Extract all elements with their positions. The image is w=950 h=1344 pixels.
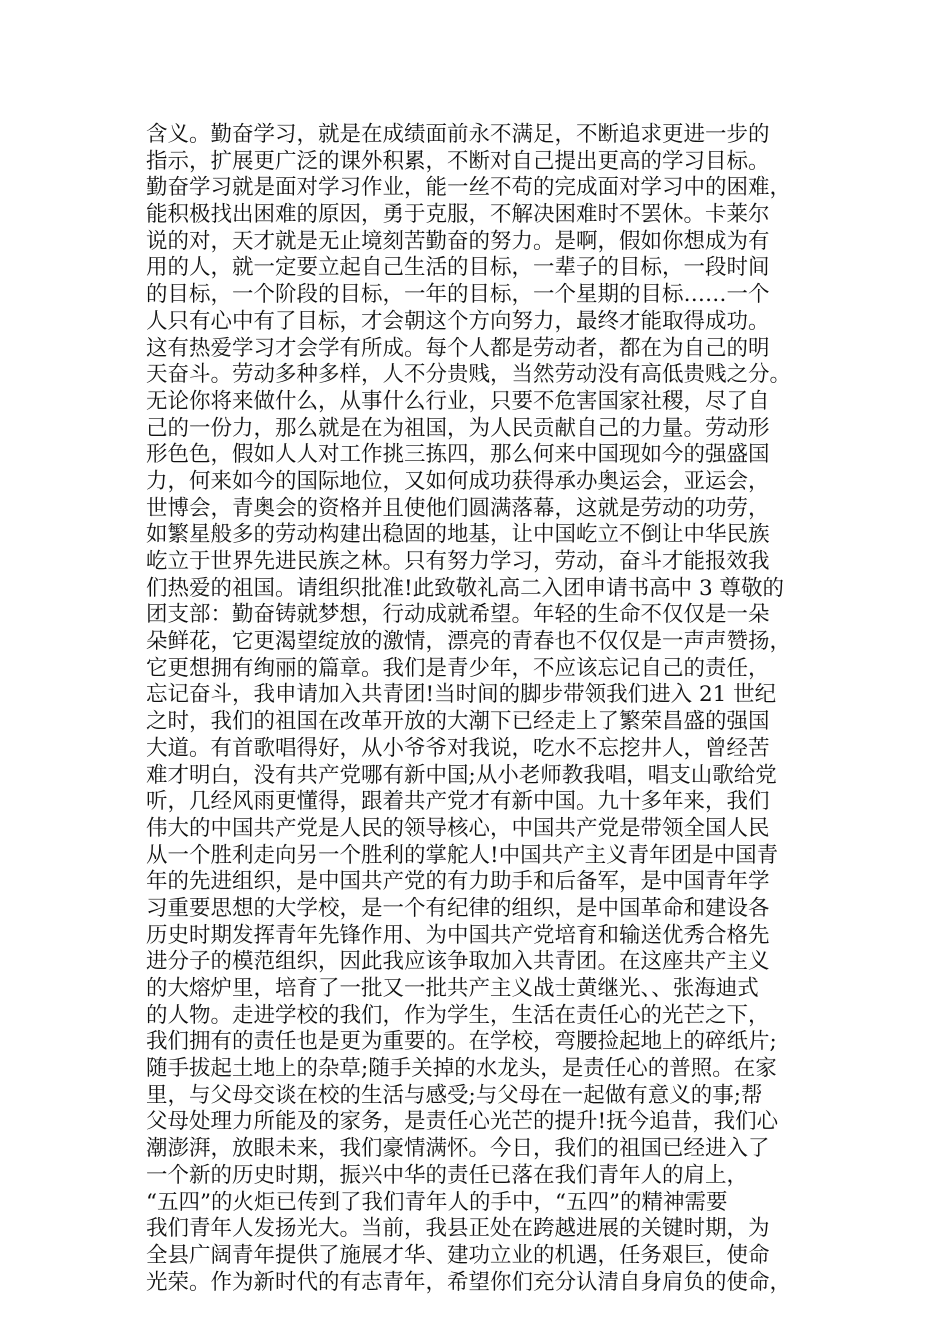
text-line: 力，何来如今的国际地位，又如何成功获得承办奥运会，亚运会，	[146, 468, 770, 494]
text-line: 年的先进组织，是中国共产党的有力助手和后备军，是中国青年学	[146, 869, 770, 895]
text-line: 忘记奋斗，我申请加入共青团!当时间的脚步带领我们进入 21 世纪	[146, 682, 777, 708]
text-line: 历史时期发挥青年先锋作用、为中国共产党培育和输送优秀合格先	[146, 922, 770, 948]
text-line: 说的对，天才就是无止境刻苦勤奋的努力。是啊，假如你想成为有	[146, 228, 770, 254]
text-line: 团支部：勤奋铸就梦想，行动成就希望。年轻的生命不仅仅是一朵	[146, 602, 770, 628]
text-line: 习重要思想的大学校，是一个有纪律的组织，是中国革命和建设各	[146, 895, 770, 921]
text-line: 们热爱的祖国。请组织批准!此致敬礼高二入团申请书高中 3 尊敬的	[146, 575, 784, 601]
text-line: 含义。勤奋学习，就是在成绩面前永不满足，不断追求更进一步的	[146, 122, 770, 147]
text-line: 一个新的历史时期，振兴中华的责任已落在我们青年人的肩上，	[146, 1162, 749, 1188]
text-line: 从一个胜利走向另一个胜利的掌舵人!中国共产主义青年团是中国青	[146, 842, 779, 868]
text-line: 里，与父母交谈在校的生活与感受;与父母在一起做有意义的事;帮	[146, 1082, 763, 1108]
text-line: 这有热爱学习才会学有所成。每个人都是劳动者，都在为自己的明	[146, 335, 770, 361]
text-line: 父母处理力所能及的家务，是责任心光芒的提升!抚今追昔，我们心	[146, 1109, 779, 1135]
text-line: 朵鲜花，它更渴望绽放的激情，漂亮的青春也不仅仅是一声声赞扬，	[146, 629, 792, 655]
text-line: 人只有心中有了目标，才会朝这个方向努力，最终才能取得成功。	[146, 308, 770, 334]
text-line: 能积极找出困难的原因，勇于克服，不解决困难时不罢休。卡莱尔	[146, 202, 770, 228]
text-line: 世博会，青奥会的资格并且使他们圆满落幕，这就是劳动的功劳，	[146, 495, 770, 521]
text-line: 光荣。作为新时代的有志青年，希望你们充分认清自身肩负的使命，	[146, 1269, 792, 1295]
text-line: 我们青年人发扬光大。当前，我县正处在跨越进展的关键时期，为	[146, 1216, 770, 1242]
text-line: “五四”的火炬已传到了我们青年人的手中，“五四”的精神需要	[146, 1189, 728, 1215]
text-line: 形色色，假如人人对工作挑三拣四，那么何来中国现如今的强盛国	[146, 442, 770, 468]
text-line: 指示，扩展更广泛的课外积累，不断对自己提出更高的学习目标。	[146, 148, 770, 174]
body-text	[146, 122, 818, 1296]
text-line: 我们拥有的责任也是更为重要的。在学校，弯腰捡起地上的碎纸片;	[146, 1029, 777, 1055]
text-line: 全县广阔青年提供了施展才华、建功立业的机遇，任务艰巨，使命	[146, 1242, 770, 1268]
text-line: 勤奋学习就是面对学习作业，能一丝不苟的完成面对学习中的困难，	[146, 175, 792, 201]
text-line: 潮澎湃，放眼未来，我们豪情满怀。今日，我们的祖国已经进入了	[146, 1136, 770, 1162]
text-line: 它更想拥有绚丽的篇章。我们是青少年，不应该忘记自己的责任，	[146, 655, 770, 681]
text-line: 如繁星般多的劳动构建出稳固的地基，让中国屹立不倒让中华民族	[146, 522, 770, 548]
text-line: 听，几经风雨更懂得，跟着共产党才有新中国。九十多年来，我们	[146, 789, 770, 815]
text-line: 随手拔起土地上的杂草;随手关掉的水龙头，是责任心的普照。在家	[146, 1056, 777, 1082]
text-line: 用的人，就一定要立起自己生活的目标，一辈子的目标，一段时间	[146, 255, 770, 281]
text-line: 天奋斗。劳动多种多样，人不分贵贱，当然劳动没有高低贵贱之分。	[146, 362, 792, 388]
text-line: 己的一份力，那么就是在为祖国，为人民贡献自己的力量。劳动形	[146, 415, 770, 441]
text-line: 屹立于世界先进民族之林。只有努力学习，劳动，奋斗才能报效我	[146, 549, 770, 574]
text-line: 的大熔炉里，培育了一批又一批共产主义战士黄继光、、张海迪式	[146, 976, 759, 1001]
text-line: 伟大的中国共产党是人民的领导核心，中国共产党是带领全国人民	[146, 815, 770, 841]
text-line: 之时，我们的祖国在改革开放的大潮下已经走上了繁荣昌盛的强国	[146, 709, 770, 735]
text-line: 进分子的模范组织，因此我应该争取加入共青团。在这座共产主义	[146, 949, 770, 975]
text-line: 的目标，一个阶段的目标，一年的目标，一个星期的目标……一个	[146, 282, 770, 308]
text-line: 大道。有首歌唱得好，从小爷爷对我说，吃水不忘挖井人，曾经苦	[146, 735, 770, 761]
text-line: 难才明白，没有共产党哪有新中国;从小老师教我唱，唱支山歌给党	[146, 762, 777, 788]
text-line: 的人物。走进学校的我们，作为学生，生活在责任心的光芒之下，	[146, 1002, 770, 1028]
text-line: 无论你将来做什么，从事什么行业，只要不危害国家社稷，尽了自	[146, 388, 770, 414]
